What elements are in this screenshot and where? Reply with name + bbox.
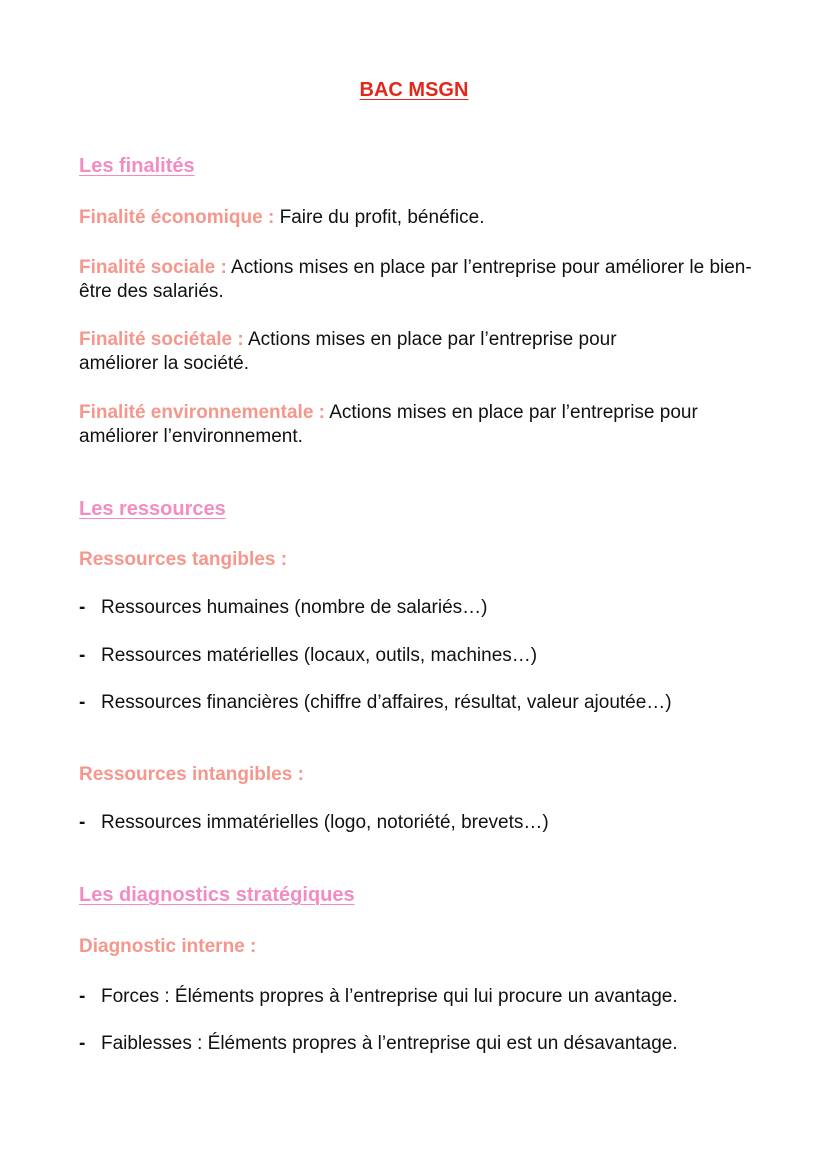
list-item: [79, 645, 537, 667]
bullet-dash: -: [79, 812, 86, 833]
paragraph-finalite-sociale: [79, 256, 759, 304]
term-label: Finalité sociétale :: [79, 329, 244, 350]
definition-text: Actions mises en place par l’entreprise pour améliorer la société.: [79, 329, 617, 374]
list-item: [79, 1033, 678, 1055]
list-item-text: Ressources matérielles (locaux, outils, machines…): [101, 645, 538, 666]
list-item: [79, 986, 678, 1008]
definition-text: Actions mises en place par l’entreprise pour améliorer le bien-être des salariés.: [79, 257, 752, 302]
list-item-text: Forces : Éléments propres à l’entreprise qui lui procure un avantage.: [101, 986, 678, 1007]
bullet-dash: -: [79, 986, 86, 1007]
list-item-text: Ressources humaines (nombre de salariés…): [101, 597, 488, 618]
list-item-text: Ressources immatérielles (logo, notoriété, brevets…): [101, 812, 549, 833]
section-heading-finalites: Les finalités: [79, 155, 195, 177]
subheading-ressources-intangibles: Ressources intangibles :: [79, 764, 304, 785]
definition-text: Faire du profit, bénéfice.: [274, 207, 485, 228]
bullet-dash: -: [79, 1033, 86, 1054]
paragraph-finalite-societale: [79, 328, 689, 376]
definition-text: Actions mises en place par l’entreprise pour améliorer l’environnement.: [79, 402, 698, 447]
section-heading-ressources: Les ressources: [79, 498, 226, 520]
term-label: Finalité économique :: [79, 207, 275, 228]
list-item-text: Faiblesses : Éléments propres à l’entreprise qui est un désavantage.: [101, 1033, 678, 1054]
list-item-text: Ressources financières (chiffre d’affaires, résultat, valeur ajoutée…): [101, 692, 672, 713]
list-item: [79, 812, 549, 834]
paragraph-finalite-environnementale: [79, 401, 729, 449]
term-label: Finalité sociale :: [79, 257, 227, 278]
subheading-diagnostic-interne: Diagnostic interne :: [79, 936, 257, 957]
section-heading-diagnostics: Les diagnostics stratégiques: [79, 884, 355, 906]
paragraph-finalite-economique: [79, 206, 759, 230]
bullet-dash: -: [79, 692, 86, 713]
list-item: [79, 597, 488, 619]
bullet-dash: -: [79, 645, 86, 666]
list-item: [79, 692, 672, 714]
bullet-dash: -: [79, 597, 86, 618]
document-title: BAC MSGN: [359, 79, 469, 101]
subheading-ressources-tangibles: Ressources tangibles :: [79, 549, 288, 570]
term-label: Finalité environnementale :: [79, 402, 325, 423]
